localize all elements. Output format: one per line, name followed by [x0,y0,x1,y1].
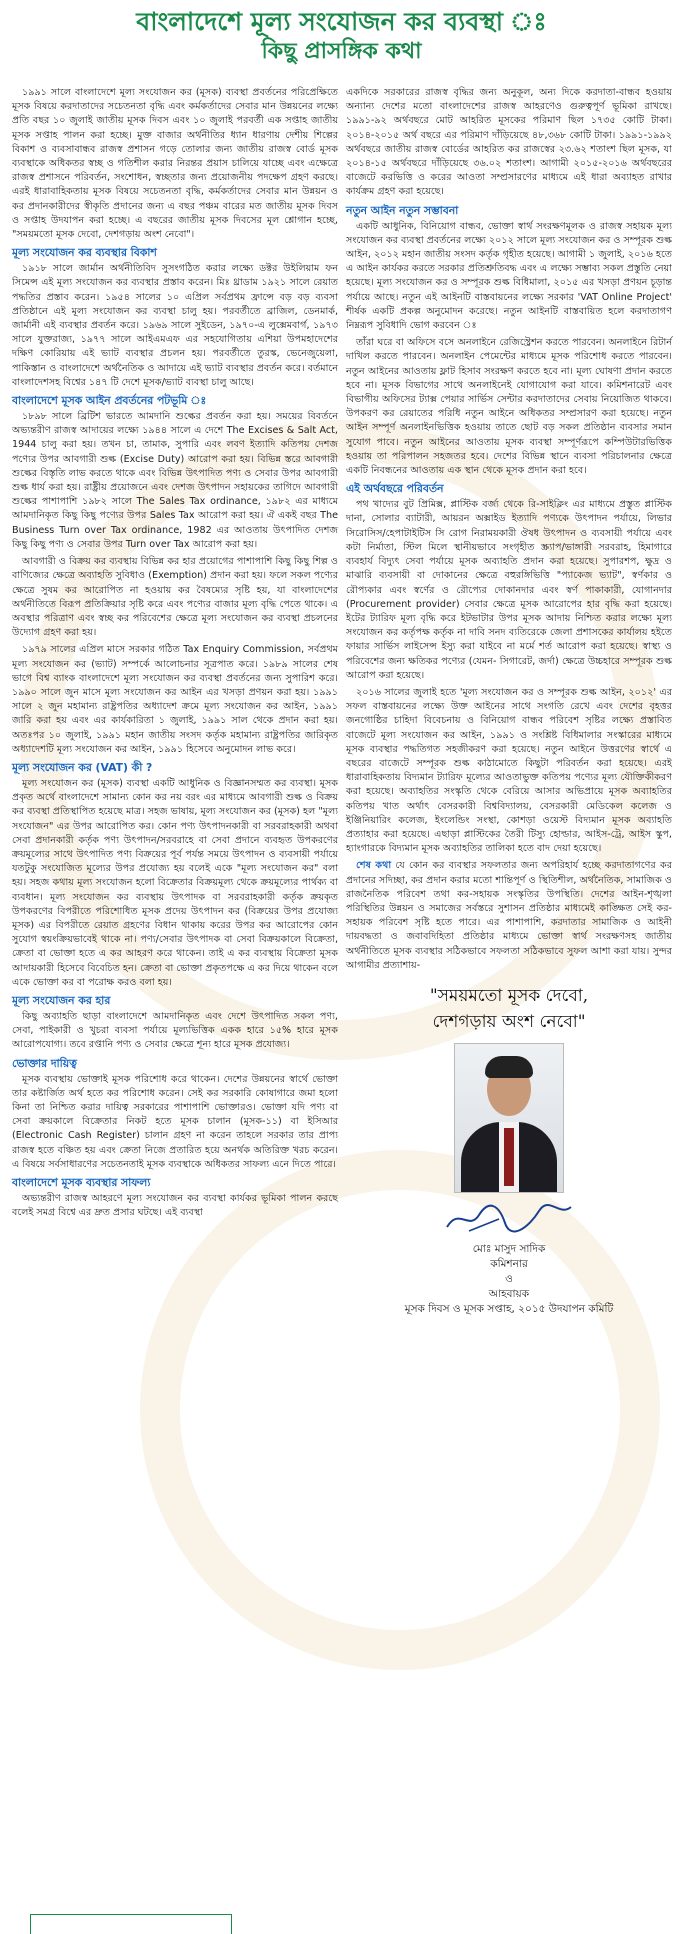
success-paragraph: অভ্যন্তরীণ রাজস্ব আহরণে মূল্য সংযোজন কর ব্যবস্থা কার্যকর ভূমিকা পালন করছে বলেই সমগ্র বিশ্বে এর দ্রুত প্রসার ঘটছে। এই ব্যবস্থা [12,1193,338,1219]
page-title: বাংলাদেশে মূল্য সংযোজন কর ব্যবস্থা ঃ [136,7,547,36]
handwritten-signature-icon [439,1197,579,1237]
change2-paragraph: ২০১৬ সালের জুলাই হতে 'মূল্য সংযোজন কর ও সম্পূরক শুল্ক আইন, ২০১২' এর সফল বাস্তবায়নের লক্ষ্যে উক্ত আইনের সাথে সংগতি রেখে এবং দেশের বৃহত্তর জনগোষ্ঠির চাহিদা বিবেচনায় ও বিনিয়োগ বান্ধব পরিবেশ সৃষ্টির লক্ষ্যে প্রস্তাবিত বাজেটে মূল্য সংযোজন কর আইন, ১৯৯১ ও সংশ্লিষ্ট বিধিমালার সংস্কারের মাধ্যমে মূসক ব্যবস্থার পদ্ধতিগত সহজীকরণ করা হয়েছে। নতুন আইনে উত্তরণের স্বার্থে এ বছরের বাজেটে সম্পূরক শুল্ক কাঠামোতে কিছুটা পরিবর্তন করা হয়েছে। এরই ধারাবাহিকতায় বিদ্যমান ট্যারিফ মূল্যের আওতাভুক্ত কতিপয় পণ্যের মূল্য যৌক্তিকীকরণ করা হয়েছে। অব্যাহতির সংস্কৃতি থেকে বেরিয়ে আসার অভিপ্রায়ে মূসক অব্যাহতির কতিপয় খাত অর্থাৎ বেসরকারী বিশ্ববিদ্যালয়, বেসরকারী মেডিকেল কলেজ ও ইঞ্জিনিয়ারিং কলেজ, ইংলেন্ডিং সংস্থা, কোশড়া ওয়েস্ট বিদ্যমান মূসক অব্যাহতি প্রত্যাহার করা হয়েছে। এছাড়া প্লাস্টিকের তৈরী টিস্যু হোল্ডার, আইস-ট্রে, আইস স্কুপ, হ্যাংগারকে বিদ্যমান মূসক অব্যাহতির তালিকা হতে বাদ দেয়া হয়েছে। [346,686,672,855]
intro-paragraph: ১৯৯১ সালে বাংলাদেশে মূল্য সংযোজন কর (মূসক) ব্যবস্থা প্রবর্তনের পরিপ্রেক্ষিতে মূসক বিষয়ে করদাতাদের সচেতনতা বৃদ্ধি এবং কর্মকর্তাদের সেবার মান উন্নয়নের লক্ষ্যে প্রতি বছর ১০ জুলাই জাতীয় মূসক দিবস এবং ১০ জুলাই পরবর্তী এক সপ্তাহ জাতীয় মূসক সপ্তাহ পালন করা হচ্ছে। মুক্ত বাজার অর্থনীতির ধ্যান ধারণায় দেশীয় শিল্পের বিকাশ ও ব্যবসাবান্ধব রাজস্ব প্রশাসন গড়ে তোলার জন্য জাতীয় রাজস্ব বোর্ড মূসক ব্যবস্থাকে অধিকতর স্বচ্ছ ও গতিশীল করার নিরন্তর প্রয়াস চালিয়ে যাচ্ছে এবং এক্ষেত্রে রাজস্ব প্রশাসনে পরিবর্তন, সংশোধন, স্বচ্ছতার জন্য প্রয়োজনীয় পদক্ষেপ গ্রহণ করছে। এরই ধারাবাহিকতায় মূসক বিষয়ে সচেতনতা বৃদ্ধি, কর্মকর্তাদের সেবার মান উন্নয়ন ও কর প্রদানকারীদের স্বীকৃতি প্রদানের জন্য এ বছর পঞ্চম বারের মত জাতীয় মূসক দিবস ও সপ্তাহ উদযাপন করা হচ্ছে। এ বছরের জাতীয় মূসক দিবসের মূল শ্লোগান হচ্ছে, "সময়মতো মূসক দেবো, দেশগড়ায় অংশ নেবো"। [12,87,338,241]
law-paragraph: ১৮৯৮ সালে ব্রিটিশ ভারতে আমদানি শুল্কের প্রবর্তন করা হয়। সময়ের বিবর্তনে অভ্যন্তরীণ রাজস্ব আদায়ের লক্ষ্যে ১৯৪৪ সালে এ দেশে The Excises & Salt Act, 1944 চালু করা হয়। তখন চা, তামাক, সুপারি এবং লবণ ইত্যাদি কতিপয় দেশজ পণ্যের উপর আবগারী শুল্ক (Excise Duty) আরোপ করা হয়। বিভিন্ন স্তরে আবগারী শুল্কের বিস্তৃতি লাভ করতে থাকে এবং বিভিন্ন উৎপাদিত পণ্য ও সেবার উপর আবগারী শুল্ক ধার্য করা হয়। রাষ্ট্রীয় প্রয়োজনে এবং দেশজ উৎপাদন সহায়কের তাগিদে আবগারী শুল্কের পাশাপাশি ১৯৮২ সালে The Sales Tax ordinance, ১৯৮২ এর মাধ্যমে আমদানিকৃত কিছু কিছু পণ্যের উপর Sales Tax আরোপ করা হয়। ঐ একই বছর The Business Turn over Tax ordinance, 1982 এর আওতায় উৎপাদিত দেশজ কিছু কিছু পণ্য ও সেবার উপর Turn over Tax আরোপ করা হয়। [12,411,338,550]
slogan-line-1: "সময়মতো মূসক দেবো, [429,985,589,1006]
commissioner-photo [454,1043,564,1193]
enquiry-paragraph: ১৯৭৯ সালের এপ্রিল মাসে সরকার গঠিত Tax Enquiry Commission, সর্বপ্রথম মূল্য সংযোজন কর (ভ্যাট) সম্পর্কে আলোচনার সূত্রপাত করে। ১৯৮৯ সালের শেষ ভাগে বিশ্ব ব্যাংক বাংলাদেশে মূল্য সংযোজন কর ব্যবস্থা প্রবর্তনের জন্য সুপারিশ করে। ১৯৯০ সালে জুন মাসে মূল্য সংযোজন কর আইন এর খসড়া প্রণয়ন করা হয়। ১৯৯১ সালে ২ জুন মহামান্য রাষ্ট্রপতির অধ্যাদেশ ক্রমে মূল্য সংযোজন কর আইন, ১৯৯১ জারি করা হয় এবং এর কার্যকারিতা ১ জুলাই, ১৯৯১ সাল থেকে প্রদান করা হয়। অতঃপর ১০ জুলাই, ১৯৯১ মহান জাতীয় সংসদ কর্তৃক মহামান্য রাষ্ট্রপতির জারিকৃত অধ্যাদেশটি মূল্য সংযোজন কর আইন, ১৯৯১ হিসেবে অনুমোদন লাভ করে। [12,644,338,755]
section-heading-newlaw: নতুন আইন নতুন সম্ভাবনা [346,203,459,217]
conclusion-text: যে কোন কর ব্যবস্থার সফলতার জন্য অপরিহার্য হচ্ছে করদাতাগণের কর প্রদানের সদিচ্ছা, কর প্রদান করার মতো শান্তিপূর্ণ ও স্থিতিশীল, অর্থনৈতিক, সামাজিক ও রাজনৈতিক পরিবেশ তথা কর-সহায়ক সংস্কৃতির উপস্থিতি। দেশের আইন-শৃঙ্খলা পরিস্থিতির উন্নয়ন ও সমাজের সর্বস্তরে সুশাসন প্রতিষ্ঠার মাধ্যমেই কাঙ্ক্ষিত সেই কর-সহায়ক পরিবেশ সৃষ্টি হতে পারে। এর পাশাপাশি, করদাতার সামাজিক ও আইনী দায়বদ্ধতা ও জবাবদিহিতা প্রতিষ্ঠার মাধ্যমে ভোক্তা স্বার্থ সংরক্ষণসহ জাতীয় অর্থনীতিতে মূসক ব্যবস্থার সঠিকভাবে সফলতা সঠিকভাবে সুফল আশা করা যায়। সুন্দর আগামীর প্রত্যাশায়- [346,860,672,971]
conclusion-heading: শেষ কথা [356,860,392,872]
newlaw-paragraph: একটি আধুনিক, বিনিয়োগ বান্ধব, ভোক্তা স্বার্থ সংরক্ষণমূলক ও রাজস্ব সহায়ক মূল্য সংযোজন কর ব্যবস্থা প্রবর্তনের লক্ষ্যে ২০১২ সালে মূল্য সংযোজন কর ও সম্পূরক শুল্ক আইন, ২০১২ মহান জাতীয় সংসদ কর্তৃক গৃহীত হয়েছে। আগামী ১ জুলাই, ২০১৬ হতে এ আইন কার্যকর করতে সরকার প্রতিশ্রুতিবদ্ধ এবং এ লক্ষ্যে সম্ভাব্য সকল প্রস্তুতি নেয়া হয়েছে। মূল্য সংযোজন কর ও সম্পূরক শুল্ক বিধিমালা, ২০১৫ এর খসড়া প্রণয়ন চূড়ান্ত পর্যায়ে আছে। নতুন এই আইনটি বাস্তবায়নের লক্ষ্যে সরকার 'VAT Online Project' শীর্ষক একটি প্রকল্প অনুমোদন করেছে। নতুন আইনটি বাস্তবায়িত হলে করদাতাগণ নিম্নরূপ সুবিধাদি ভোগ করবেন ঃ [346,220,672,332]
conclusion-paragraph [346,859,672,973]
change-paragraph: পথ খাদ্যের বুট প্রিমিক্স, প্লাস্টিক বর্জ্য থেকে রি-সাইক্লিং এর মাধ্যমে প্রস্তুত প্লাস্টিক দানা, সোলার ব্যাটারী, আয়রন অক্সাইড ইত্যাদি পণ্যকে উৎপাদন পর্যায়ে, লিভার সিরোসিস/হেপাটাইটিস সি রোগ নিরাময়কারী ঔষধ উৎপাদন ও ব্যবসায়ী পর্যায়ে এবং কটা নির্মাতা, স্টিল মিলে স্থানীয়ভাবে সংগৃহীত স্ক্র্যাপ/ভাঙ্গারী সরবরাহ, হিমাগারে ব্যবহার্য বিদ্যুৎ সেবা পর্যায়ে মূসক অব্যাহতি প্রদান করা হয়েছে। সুপারশপ, ক্ষুদ্র ও মাঝারি ব্যবসায়ী বা দোকানের ক্ষেত্রে বহুরঙ্গিভিত্তি "প্যাকেজ ভ্যাট", স্বর্ণকার ও রৌপ্যকার এবং স্বর্ণের ও রৌপ্যের দোকানদার এবং স্বর্ণ পাকাকারী, যোগানদার (Procurement provider) সেবার ক্ষেত্রে মূসক আরোপের হার বৃদ্ধি করা হয়েছে। ইটের ট্যারিফ মূল্য বৃদ্ধি করে ইটভাটার উপর মূসক আদায় নিশ্চিত করার লক্ষ্যে মূল্য সংযোজন কর কর্তৃপক্ষ কর্তৃক না দাবি সনদ ব্যতিরেকে জেলা প্রশাসকের কার্যালয় হইতে ফায়ার সার্ভিস লাইসেন্স ইস্যু করা যাইবে না মর্মে শর্ত আরোপ করা হয়েছে। স্বাস্থ্য ও পরিবেশের জন্য ক্ষতিকর পণ্যের (যেমন- সিগারেট, জর্দা) ক্ষেত্রে উচ্চহারে সম্পূরক শুল্ক আরোপ করা হয়েছে। [346,499,672,681]
signatory-and: ও [505,1272,513,1285]
section-heading-success: বাংলাদেশে মূসক ব্যবস্থার সাফল্য [12,1176,151,1190]
photo-hair [485,1056,533,1078]
continued-paragraph: একদিকে সরকারের রাজস্ব বৃদ্ধির জন্য অনুকূল, অন্য দিকে করদাতা-বান্ধব হওয়ায় অন্যান্য দেশের মতো বাংলাদেশের রাজস্ব আহরণেও গুরুত্বপূর্ণ ভূমিকা রাখছে। ১৯৯১-৯২ অর্থবছরে মোট আহরিত মূসকের পরিমাণ ছিল ১৭৩৫ কোটি টাকা। ২০১৪-২০১৫ অর্থ বছরে এর পরিমাণ দাঁড়িয়েছে ৪৮,৩৬৮ কোটি টাকা। ১৯৯১-১৯৯২ অর্থবছরে জাতীয় রাজস্ব বোর্ডের আহরিত কর রাজস্বের ২৩.৬২ শতাংশ ছিল মূসক, যা ২০১৪-১৫ অর্থবছরে দাঁড়িয়েছে ৩৬.০২ শতাংশ। আগামী ২০১৫-২০১৬ অর্থবছরের বাজেটে করভিত্তি ও করের আওতা সম্প্রসারণের মাধ্যমে এই ধারা অব্যাহত রাখার কার্যক্রম গ্রহণ করা হয়েছে। [346,87,672,198]
footer-frame [30,1914,232,1934]
slogan-block [346,983,672,1035]
signature-block [346,1197,672,1317]
left-column [12,86,338,1223]
section-heading-what: মূল্য সংযোজন কর (VAT) কী ? [12,760,153,774]
signatory-role: আহবায়ক [488,1287,530,1300]
section-heading-rate: মূল্য সংযোজন কর হার [12,993,111,1007]
signatory-name: মোঃ মাসুদ সাদিক [472,1242,546,1255]
section-heading-change: এই অর্থবছরে পরিবর্তন [346,482,444,496]
signatory-committee: মূসক দিবস ও মূসক সপ্তাহ, ২০১৫ উদযাপন কমিটি [404,1302,614,1315]
rate-paragraph: কিছু অব্যাহতি ছাড়া বাংলাদেশে আমদানিকৃত এবং দেশে উৎপাদিত সকল পণ্য, সেবা, পাইকারী ও খুচরা ব্যবসা পর্যায়ে মূল্যভিত্তিক একক হারে ১৫% হারে মূসক আরোপযোগ্য। তবে রপ্তানি পণ্য ও সেবার ক্ষেত্রে শূন্য হারে মূসক প্রযোজ্য। [12,1010,338,1051]
what-paragraph: মূল্য সংযোজন কর (মূসক) ব্যবস্থা একটি আধুনিক ও বিজ্ঞানসম্মত কর ব্যবস্থা। মূসক প্রকৃত অর্থে বাংলাদেশে সামান্য কোন কর নয় বরং এর মাধ্যমে আবগারী শুল্ক ও বিক্রয় কর ব্যবস্থা প্রতিস্থাপিত হয়েছে মাত্র। সহজ ভাষায়, মূল্য সংযোজন কর (মূসক) হল "মূল্য সংযোজন" এর উপর আরোপিত কর। কোন পণ্য উৎপাদনকারী বা সরবরাহকারী অথবা সেবা প্রদানকারী কর্তৃক পণ্য উৎপাদন/সরবরাহে বা সেবা প্রদানে ব্যবহৃত উপকরণের ক্রয়মূল্যের সাথে উৎপাদিত পণ্য বিক্রয়ের পূর্ব পর্যন্ত সময়ে উৎপাদন ও ব্যবসায়ী পর্যায়ে যতটুকু সংযোজিত মূল্যের উপর প্রযোজ্য হয় বলেই একে "মূল্য সংযোজন কর" বলা হয়। সহজ কথায় মূল্য সংযোজন হলো বিক্রেতার বিক্রয়মূল্য থেকে ক্রয়মূল্যের পার্থক্য বা ব্যবধান। মূল্য সংযোজন কর ব্যবস্থায় উৎপাদক বা সরবরাহকারী কর্তৃক ক্রয়কৃত উপকরণের বিপরীতে পরিশোধিত মূসক প্রদেয় উৎপাদন কর (বিক্রয়ের উপর প্রযোজ্য মূসক) এর বিপরীতে রেয়াত গ্রহণের বিধান থাকায় করের উপর কর আরোপের কোন সুযোগ স্বয়ংক্রিয়ভাবেই থাকে না। পণ্য/সেবার উৎপাদক বা সেবা বিক্রয়কালে বিক্রেতা, ক্রেতা বা ভোক্তা হতে এ কর আহরণ করে থাকেন। তাই এ কর ব্যবস্থায় বিক্রেতা মূসক আদায়কারী হিসেবে বিবেচিত হন। ক্রেতা বা ভোক্তা প্রকৃতপক্ষে এ কর দিয়ে থাকেন বলে একে ভোক্তা কর বা পরোক্ষ করও বলা হয়। [12,777,338,988]
newlaw-benefits-paragraph: তাঁরা ঘরে বা অফিসে বসে অনলাইনে রেজিস্ট্রেশন করতে পারবেন। অনলাইনে রিটার্ন দাখিল করতে পারবেন। অনলাইন পেমেন্টের মাধ্যমে মূসক পরিশোধ করতে পারবেন। নতুন আইনের আওতায় ফ্লাট হিসাব সংরক্ষণ করতে হবে না। মূল্য ঘোষণা প্রদান করতে হবে না। মূসক বিভাগের সাথে অনলাইনেই যোগাযোগ করা যাবে। কমিশনারেট এবং বিভাগীয় অফিসের ট্যাক্স পেয়ার সার্ভিস সেন্টার করদাতাদের সেবায় নিয়োজিত থাকবে। উপকরণ কর রেয়াতের পরিধি নতুন আইনে অধিকতর সম্প্রসারণ করা হয়েছে। নতুন আইন সম্পূর্ণ অনলাইনভিত্তিক হওয়ায় তাতে ছোট বড় সকল প্রতিষ্ঠান ব্যবসার সমান সুযোগ পাবে। নতুন আইনের আওতায় মূসক ব্যবস্থা সম্পূর্ণরূপে কম্পিউটারভিত্তিক হওয়ায় তা পরিপালন সহজতর হবে। দেশের বিভিন্ন স্থানে ব্যবসা পরিচালনার ক্ষেত্রে একটি নিবন্ধনের আওতায় এক স্থান থেকে মূসক প্রদান করা হবে। [346,337,672,477]
section-heading-history: মূল্য সংযোজন কর ব্যবস্থার বিকাশ [12,246,157,260]
signatory-title: কমিশনার [490,1257,528,1270]
exemption-paragraph: আবগারী ও বিক্রয় কর ব্যবস্থায় বিভিন্ন কর হার প্রয়োগের পাশাপাশি কিছু কিছু শিল্প ও বাণিজ্যের ক্ষেত্রে অব্যাহতি সুবিধাও (Exemption) প্রদান করা হয়। ফলে সকল পণ্যের ক্ষেত্রে সুষম কর আরোপিত না হওয়ায় কর বৈষম্যের সৃষ্টি হয়, যা বাংলাদেশের অর্থনীতিতে বিরূপ প্রতিক্রিয়ার সৃষ্টি করে এবং পণ্যের বাজার মূল্য বৃদ্ধি পেতে থাকে। এ অবস্থার পরিত্রাণ এবং স্বচ্ছ কর পরিবেশের ক্ষেত্রে মূল্য সংযোজন কর ব্যবস্থা প্রচলনের উদ্যোগ গ্রহণ করা হয়। [12,556,338,639]
right-column [346,86,672,1317]
slogan-line-2: দেশগড়ায় অংশ নেবো" [432,1011,586,1032]
section-heading-consumer: ভোক্তার দায়িত্ব [12,1056,77,1070]
article-header [0,6,683,66]
photo-tie [504,1128,514,1186]
consumer-paragraph: মূসক ব্যবস্থায় ভোক্তাই মূসক পরিশোধ করে থাকেন। দেশের উন্নয়নের স্বার্থে ভোক্তা তার কষ্টার্জিত অর্থ হতে কর পরিশোধ করেন। সেই কর সরকারি কোষাগারে জমা হলো কিনা তা নিশ্চিত করার দায়িত্ব সরকারের পাশাপাশি ভোক্তারও। ভোক্তা যদি পণ্য বা সেবা ক্রয়কালে বিক্রেতার নিকট হতে মূসক চালান (মূসক-১১) বা ইসিআর (Electronic Cash Register) চালান গ্রহণ না করেন তাহলে সরকার তার প্রাপ্য রাজস্ব হতে বঞ্চিত হয় এবং ক্রেতা নিজে প্রতারিত হয়ে অনর্থক অতিরিক্ত খরচ করেন। এ বিষয়ে সর্বসাধারণের সচেতনতাই মূসক ব্যবস্থাকে অধিকতর সাফল্য এনে দিতে পারে। [12,1073,338,1170]
page-subtitle: কিছু প্রাসঙ্গিক কথা [261,39,422,64]
history-paragraph: ১৯১৮ সালে জার্মান অর্থনীতিবিদ সুসংগঠিত করার লক্ষ্যে ডক্টর উইলিয়াম ফন সিমেন্স এই মূল্য সংযোজন কর ব্যবস্থার প্রস্তাব করেন। মিঃ থ্রাডাম ১৯২১ সালে রেয়াত পদ্ধতির প্রস্তাব করেন। ১৯৫৪ সালের ১০ এপ্রিল সর্বপ্রথম ফ্রান্সে বড় বড় ব্যবসা প্রতিষ্ঠানে এই মূল্য সংযোজন কর ব্যবস্থা চালু হয়। পরবর্তীতে ব্রাজিল, ডেনমার্ক, জার্মানী এই ব্যবস্থার প্রবর্তন করে। ১৯৬৯ সালে সুইডেন, ১৯৭০-এ লুক্সেমবার্গ, ১৯৭৩ সালে যুক্তরাজ্য, ১৯৭৭ সালে আইএমএফ এর সহযোগিতায় এশিয়া উপমহাদেশের দক্ষিণ কোরিয়ায় এই ভ্যাট ব্যবস্থার প্রচলন হয়। পরবর্তীতে তুরস্ক, ভেনেজুয়েলা, পাকিস্তান ও বাংলাদেশে অর্থনৈতিক ও আদায়ে এই ভ্যাট ব্যবস্থার প্রবর্তন করে। বর্তমানে বাংলাদেশসহ বিশ্বের ১৪৭ টি দেশে মূসক/ভ্যাট ব্যবস্থা চালু আছে। [12,263,338,388]
section-heading-law: বাংলাদেশে মূসক আইন প্রবর্তনের পটভূমি ঃ [12,394,207,408]
